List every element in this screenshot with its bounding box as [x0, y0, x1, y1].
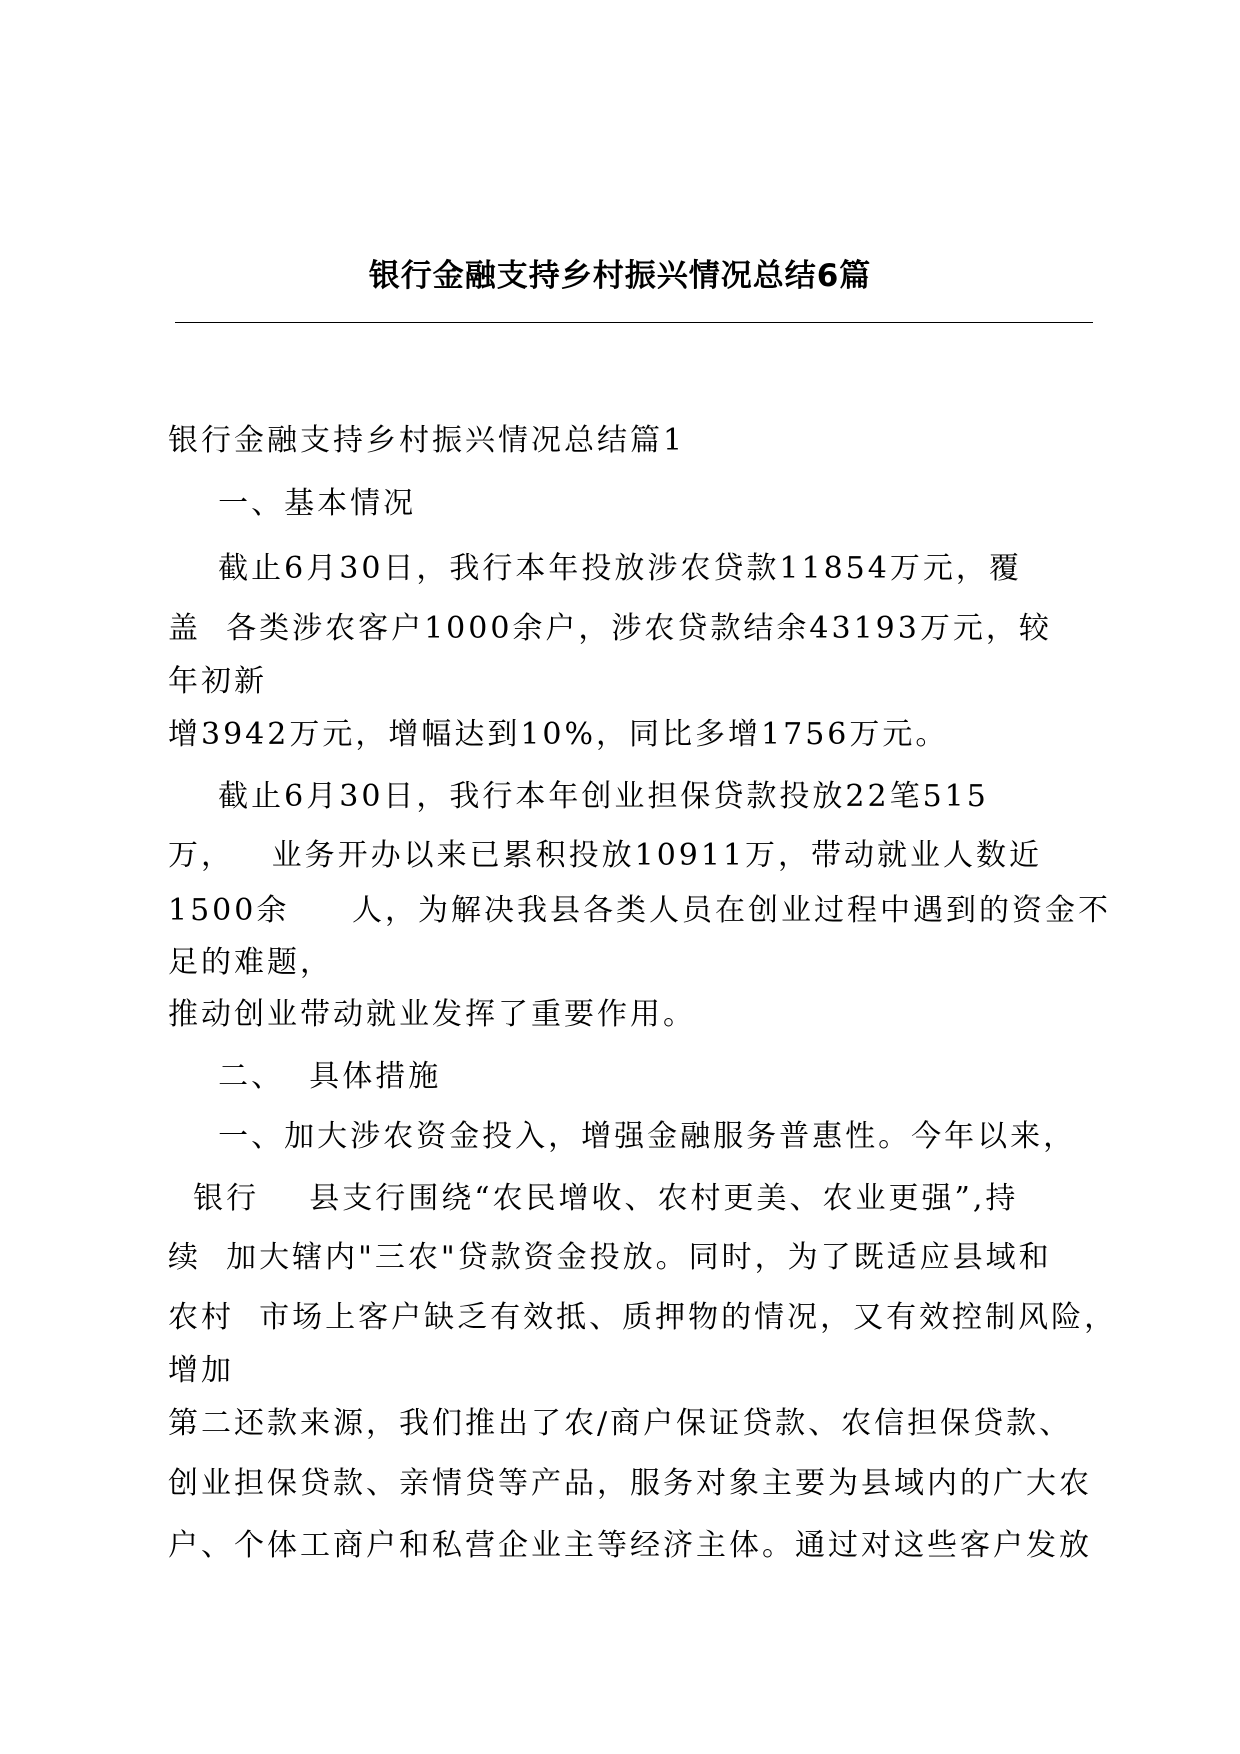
body-text-line: 增3942万元，增幅达到10%，同比多增1756万元。 — [168, 717, 949, 752]
title-divider — [175, 322, 1093, 323]
body-text-line: 创业担保贷款、亲情贷等产品，服务对象主要为县域内的广大农 — [168, 1466, 1092, 1501]
body-text-line: 推动创业带动就业发挥了重要作用。 — [168, 997, 696, 1032]
body-text-line: 截止6月30日，我行本年投放涉农贷款11854万元，覆 — [168, 551, 1022, 586]
body-text-line: 年初新 — [168, 664, 267, 699]
body-text-line: 农村 市场上客户缺乏有效抵、质押物的情况，又有效控制风险， — [168, 1300, 1118, 1335]
subsection-heading: 二、 具体措施 — [168, 1059, 442, 1094]
body-text-line: 足的难题， — [168, 945, 333, 980]
document-title: 银行金融支持乡村振兴情况总结6篇 — [368, 258, 872, 294]
body-text-line: 续 加大辖内"三农"贷款资金投放。同时，为了既适应县域和 — [168, 1240, 1052, 1275]
body-text-line: 1500余 人，为解决我县各类人员在创业过程中遇到的资金不 — [168, 893, 1112, 928]
body-text-line: 盖 各类涉农客户1000余户，涉农贷款结余43193万元，较 — [168, 611, 1052, 646]
body-text-line: 第二还款来源，我们推出了农/商户保证贷款、农信担保贷款、 — [168, 1406, 1073, 1441]
body-text-line: 银行 县支行围绕“农民增收、农村更美、农业更强”,持 — [168, 1181, 1019, 1216]
body-text-line: 增加 — [168, 1353, 234, 1388]
body-text-line: 截止6月30日，我行本年创业担保贷款投放22笔515 — [168, 779, 989, 814]
body-text-line: 万， 业务开办以来已累积投放10911万，带动就业人数近 — [168, 838, 1043, 873]
body-text-line: 一、加大涉农资金投入，增强金融服务普惠性。今年以来， — [168, 1119, 1077, 1154]
body-text-line: 户、个体工商户和私营企业主等经济主体。通过对这些客户发放 — [168, 1528, 1092, 1563]
section-heading: 银行金融支持乡村振兴情况总结篇1 — [168, 423, 686, 458]
subsection-heading: 一、基本情况 — [168, 486, 417, 521]
